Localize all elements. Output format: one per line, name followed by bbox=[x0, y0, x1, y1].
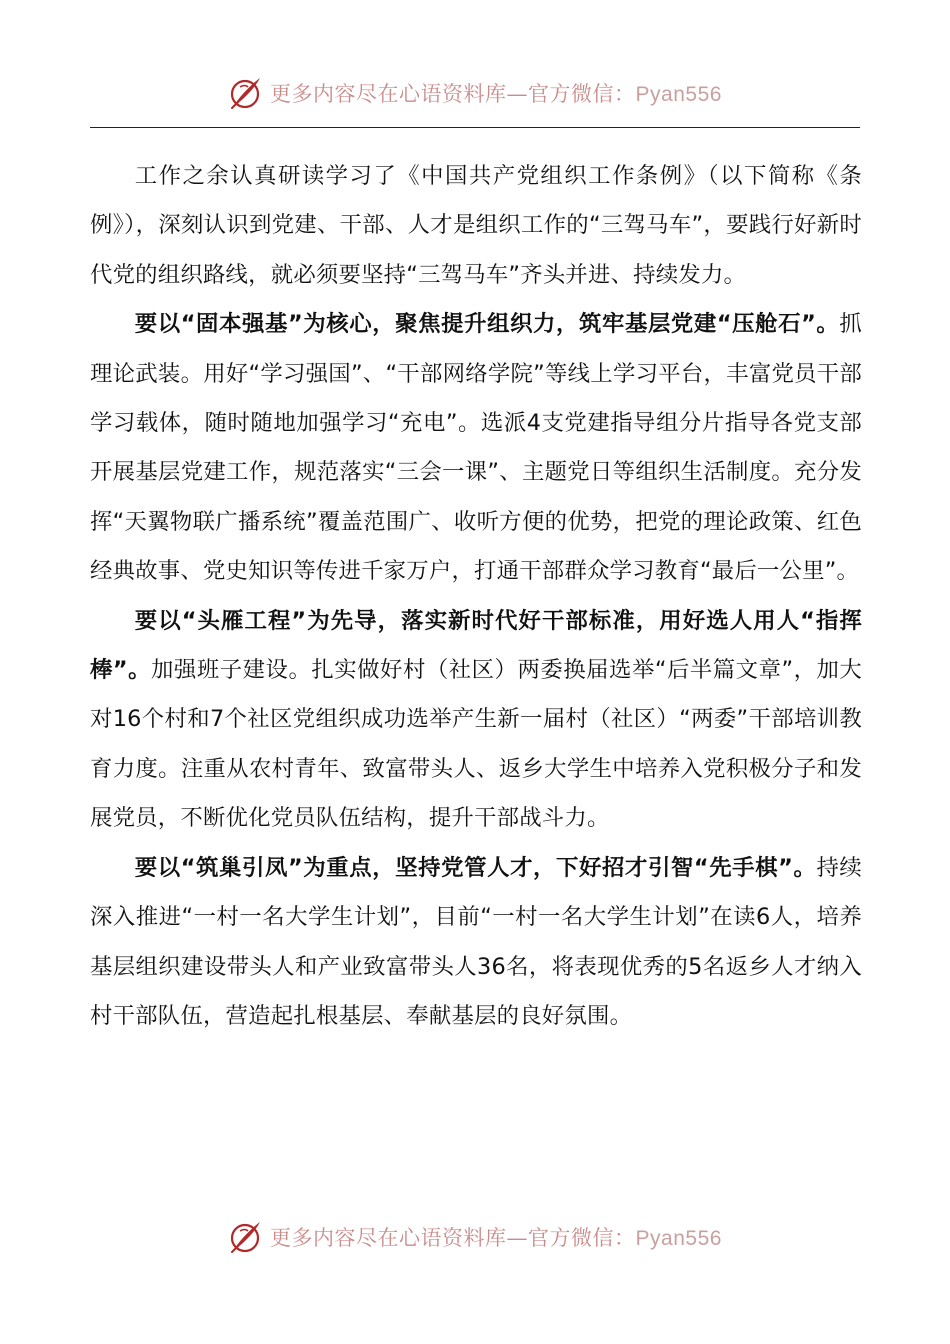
paragraph-body: 持续深入推进“一村一名大学生计划”，目前“一村一名大学生计划”在读6人，培养基层组织建设带头人和产业致富带头人36名，将表现优秀的5名返乡人才纳入村干部队伍，营造起扎根基层、奉献基层的良好氛围。 bbox=[90, 854, 863, 1029]
quill-pen-logo-icon bbox=[228, 1219, 264, 1255]
paragraph-lead: 要以“固本强基”为核心，聚焦提升组织力，筑牢基层党建“压舱石”。 bbox=[134, 311, 840, 338]
paragraph-cadres bbox=[90, 597, 862, 844]
paragraph-intro bbox=[90, 152, 862, 300]
paragraph-party-building bbox=[90, 300, 862, 596]
quill-pen-logo-icon bbox=[228, 75, 264, 111]
document-body bbox=[90, 152, 862, 1041]
banner-text: 更多内容尽在心语资料库—官方微信：Pyan556 bbox=[270, 1226, 722, 1250]
wechat-id: Pyan556 bbox=[635, 83, 722, 106]
paragraph-lead: 要以“筑巢引凤”为重点，坚持党管人才，下好招才引智“先手棋”。 bbox=[134, 854, 817, 881]
paragraph-body: 抓理论武装。用好“学习强国”、“干部网络学院”等线上学习平台，丰富党员干部学习载体，随时随地加强学习“充电”。选派4支党建指导组分片指导各党支部开展基层党建工作，规范落实“三会一课”、主题党日等组织生活制度。充分发挥“天翼物联广播系统”覆盖范围广、收听方便的优势，把党的理论政策、红色经典故事、党史知识等传进千家万户，打通干部群众学习教育“最后一公里”。 bbox=[90, 311, 862, 585]
footer-banner bbox=[0, 1212, 950, 1262]
paragraph-talent bbox=[90, 844, 862, 1042]
paragraph-lead: 要以“头雁工程”为先导，落实新时代好干部标准，用好选人用人“指挥棒”。 bbox=[90, 607, 862, 684]
header-divider bbox=[90, 127, 860, 128]
banner-text: 更多内容尽在心语资料库—官方微信：Pyan556 bbox=[270, 82, 722, 106]
wechat-id: Pyan556 bbox=[635, 1227, 722, 1250]
header-banner bbox=[0, 68, 950, 118]
paragraph-body: 工作之余认真研读学习了《中国共产党组织工作条例》（以下简称《条例》），深刻认识到党建、干部、人才是组织工作的“三驾马车”，要践行好新时代党的组织路线，就必须要坚持“三驾马车”齐头并进、持续发力。 bbox=[90, 163, 862, 288]
paragraph-body: 加强班子建设。扎实做好村（社区）两委换届选举“后半篇文章”，加大对16个村和7个社区党组织成功选举产生新一届村（社区）“两委”干部培训教育力度。注重从农村青年、致富带头人、返乡大学生中培养入党积极分子和发展党员，不断优化党员队伍结构，提升干部战斗力。 bbox=[90, 657, 862, 832]
